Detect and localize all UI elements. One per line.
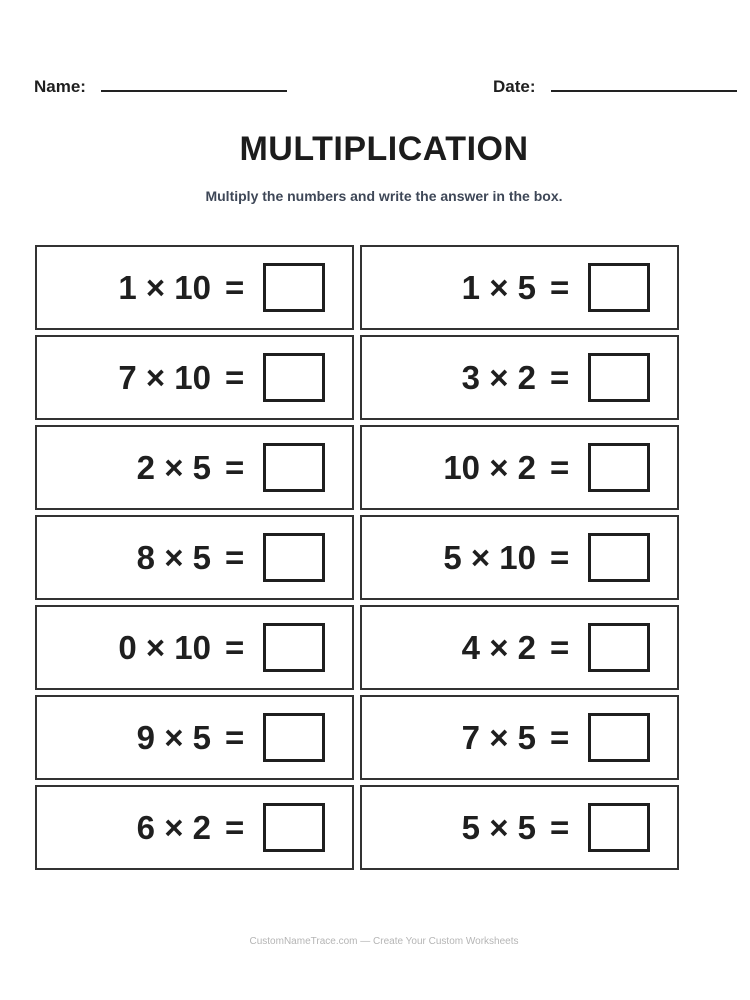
problem-cell <box>360 785 679 870</box>
problem-expression: 10 × 2 <box>443 448 536 486</box>
answer-box[interactable] <box>263 713 325 762</box>
equals-sign: = <box>225 538 245 576</box>
answer-box[interactable] <box>588 443 650 492</box>
problem-expression: 7 × 5 <box>461 718 536 756</box>
problem-cell <box>35 695 354 780</box>
equals-sign: = <box>550 538 570 576</box>
problem-expression: 0 × 10 <box>118 628 211 666</box>
equals-sign: = <box>225 268 245 306</box>
equals-sign: = <box>550 718 570 756</box>
problem-cell <box>360 515 679 600</box>
problem-expression: 1 × 10 <box>118 268 211 306</box>
answer-box[interactable] <box>588 623 650 672</box>
answer-box[interactable] <box>263 533 325 582</box>
problem-cell <box>360 425 679 510</box>
answer-box[interactable] <box>588 713 650 762</box>
problem-cell <box>360 245 679 330</box>
problem-cell <box>35 785 354 870</box>
name-label: Name: <box>34 77 86 96</box>
answer-box[interactable] <box>263 353 325 402</box>
page-title: MULTIPLICATION <box>239 130 529 168</box>
problem-grid <box>35 245 682 874</box>
equals-sign: = <box>550 448 570 486</box>
equals-sign: = <box>225 808 245 846</box>
problem-expression: 9 × 5 <box>136 718 211 756</box>
problem-cell <box>35 245 354 330</box>
problem-expression: 2 × 5 <box>136 448 211 486</box>
problem-expression: 4 × 2 <box>461 628 536 666</box>
footer: CustomNameTrace.com — Create Your Custom Worksheets <box>249 936 519 947</box>
equals-sign: = <box>550 358 570 396</box>
problem-expression: 1 × 5 <box>461 268 536 306</box>
problem-cell <box>35 605 354 690</box>
answer-box[interactable] <box>588 263 650 312</box>
equals-sign: = <box>225 718 245 756</box>
problem-expression: 7 × 10 <box>118 358 211 396</box>
problem-expression: 6 × 2 <box>136 808 211 846</box>
answer-box[interactable] <box>588 803 650 852</box>
answer-box[interactable] <box>263 623 325 672</box>
equals-sign: = <box>550 808 570 846</box>
answer-box[interactable] <box>588 353 650 402</box>
problem-cell <box>360 335 679 420</box>
problem-cell <box>35 515 354 600</box>
date-label: Date: <box>493 77 536 96</box>
problem-expression: 3 × 2 <box>461 358 536 396</box>
problem-cell <box>360 695 679 780</box>
problem-expression: 5 × 5 <box>461 808 536 846</box>
problem-cell <box>360 605 679 690</box>
name-line[interactable] <box>101 90 287 92</box>
equals-sign: = <box>550 268 570 306</box>
answer-box[interactable] <box>263 263 325 312</box>
equals-sign: = <box>225 628 245 666</box>
problem-cell <box>35 335 354 420</box>
answer-box[interactable] <box>263 803 325 852</box>
equals-sign: = <box>550 628 570 666</box>
equals-sign: = <box>225 448 245 486</box>
problem-cell <box>35 425 354 510</box>
answer-box[interactable] <box>263 443 325 492</box>
instructions: Multiply the numbers and write the answer in the box. <box>205 188 563 204</box>
equals-sign: = <box>225 358 245 396</box>
date-line[interactable] <box>551 90 737 92</box>
problem-expression: 5 × 10 <box>443 538 536 576</box>
problem-expression: 8 × 5 <box>136 538 211 576</box>
answer-box[interactable] <box>588 533 650 582</box>
